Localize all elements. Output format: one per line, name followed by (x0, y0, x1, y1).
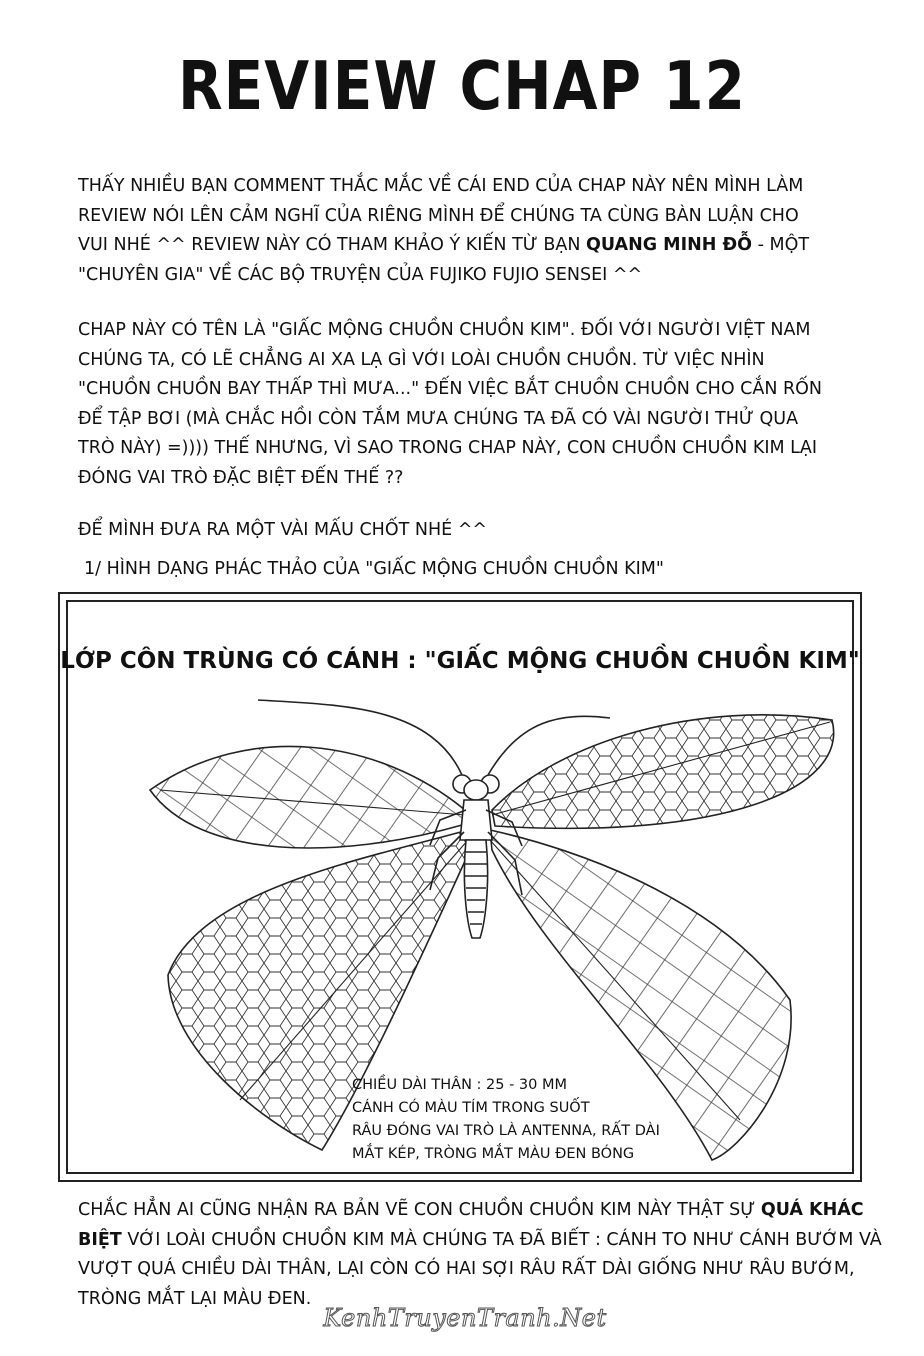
spec-antenna: RÂU ĐÓNG VAI TRÒ LÀ ANTENNA, RẤT DÀI (352, 1123, 660, 1139)
insect-specs (352, 1074, 660, 1166)
chapter-line: CHÚNG TA, CÓ LẼ CHẲNG AI XA LẠ GÌ VỚI LOÀI CHUỒN CHUỒN. TỪ VIỆC NHÌN (78, 349, 765, 370)
intro-line: VUI NHÉ ^^ REVIEW NÀY CÓ THAM KHẢO Ý KIẾN TỪ BẠN QUANG MINH ĐỖ - MỘT (78, 235, 810, 255)
spec-wing-color: CÁNH CÓ MÀU TÍM TRONG SUỐT (352, 1100, 590, 1116)
conclusion-line: CHẮC HẲN AI CŨNG NHẬN RA BẢN VẼ CON CHUỒN CHUỒN KIM NÀY THẬT SỰ QUÁ KHÁC (78, 1200, 864, 1220)
keypoints-intro: ĐỂ MÌNH ĐƯA RA MỘT VÀI MẤU CHỐT NHÉ ^^ (78, 520, 488, 540)
chapter-line: "CHUỒN CHUỒN BAY THẤP THÌ MƯA..." ĐẾN VIỆC BẮT CHUỒN CHUỒN CHO CẮN RỐN (78, 379, 823, 399)
intro-line: THẤY NHIỀU BẠN COMMENT THẮC MẮC VỀ CÁI END CỦA CHAP NÀY NÊN MÌNH LÀM (78, 176, 804, 196)
conclusion-paragraph (78, 1196, 882, 1314)
chapter-line: CHAP NÀY CÓ TÊN LÀ "GIẤC MỘNG CHUỒN CHUỒN KIM". ĐỐI VỚI NGƯỜI VIỆT NAM (78, 320, 811, 340)
contributor-name: QUANG MINH ĐỖ (585, 235, 753, 255)
page-title: REVIEW CHAP 12 (178, 46, 746, 126)
conclusion-line: BIỆT VỚI LOÀI CHUỒN CHUỒN KIM MÀ CHÚNG TA ĐÃ BIẾT : CÁNH TO NHƯ CÁNH BƯỚM VÀ (78, 1229, 882, 1250)
intro-line: "CHUYÊN GIA" VỀ CÁC BỘ TRUYỆN CỦA FUJIKO FUJIO SENSEI ^^ (78, 264, 643, 285)
site-watermark: KenhTruyenTranh.Net (323, 1304, 607, 1332)
chapter-line: ĐÓNG VAI TRÒ ĐẶC BIỆT ĐẾN THẾ ?? (78, 467, 404, 488)
figure-title: LỚP CÔN TRÙNG CÓ CÁNH : "GIẤC MỘNG CHUỒN CHUỒN KIM" (60, 648, 860, 674)
spec-eyes: MẮT KÉP, TRÒNG MẮT MÀU ĐEN BÓNG (352, 1146, 635, 1162)
conclusion-line: TRÒNG MẮT LẠI MÀU ĐEN. (78, 1288, 312, 1309)
chapter-line: ĐỂ TẬP BƠI (MÀ CHẮC HỒI CÒN TẮM MƯA CHÚNG TA ĐÃ CÓ VÀI NGƯỜI THỬ QUA (78, 408, 799, 429)
keypoint-heading: 1/ HÌNH DẠNG PHÁC THẢO CỦA "GIẤC MỘNG CHUỒN CHUỒN KIM" (84, 558, 664, 579)
chapter-line: TRÒ NÀY) =)))) THẾ NHƯNG, VÌ SAO TRONG CHAP NÀY, CON CHUỒN CHUỒN KIM LẠI (78, 438, 818, 458)
intro-line: REVIEW NÓI LÊN CẢM NGHĨ CỦA RIÊNG MÌNH ĐỂ CHÚNG TA CÙNG BÀN LUẬN CHO (78, 205, 799, 226)
conclusion-line: VƯỢT QUÁ CHIỀU DÀI THÂN, LẠI CÒN CÓ HAI SỢI RÂU RẤT DÀI GIỐNG NHƯ RÂU BƯỚM, (78, 1259, 855, 1279)
spec-body-length: CHIỀU DÀI THÂN : 25 - 30 MM (352, 1077, 568, 1093)
